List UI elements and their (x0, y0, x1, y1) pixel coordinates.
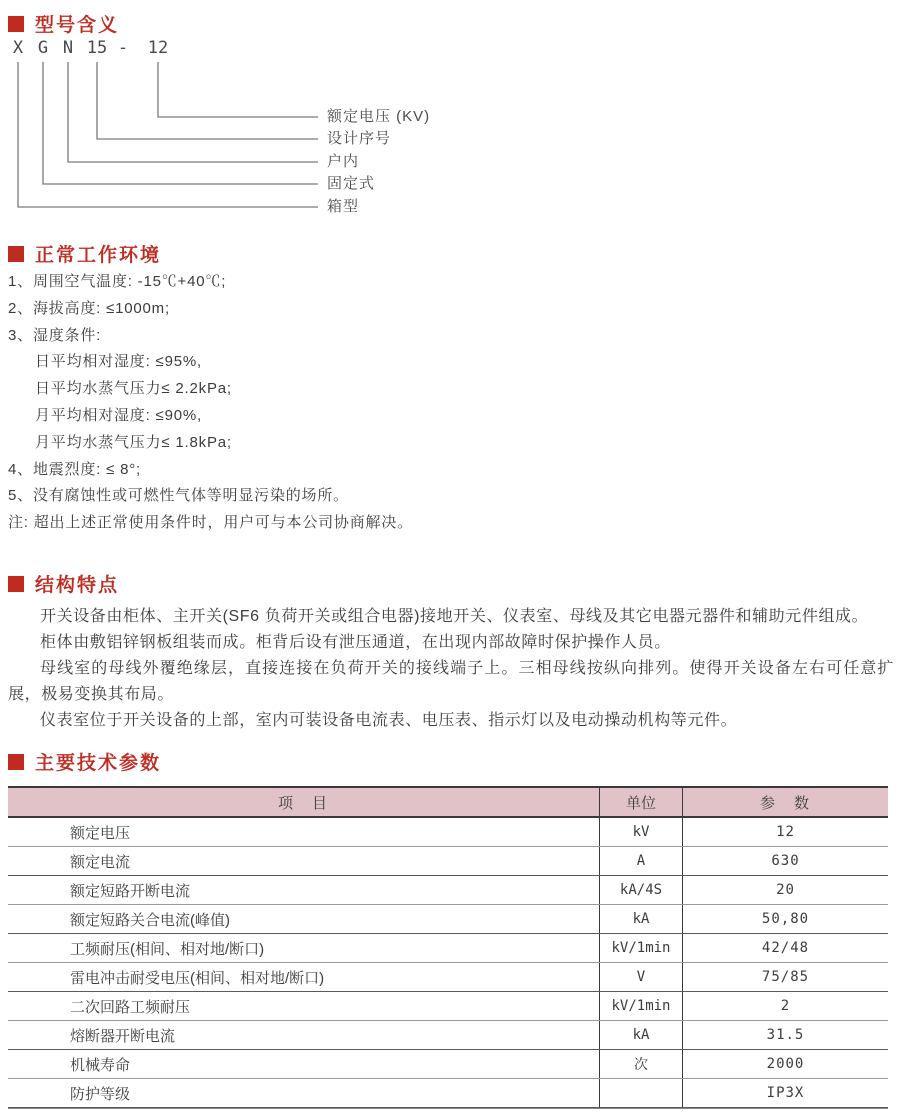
env-item-monthly-humidity: 月平均相对湿度: ≤90%, (35, 406, 202, 424)
param-name: 熔断器开断电流 (70, 1027, 176, 1045)
section-title-environment: 正常工作环境 (35, 245, 162, 266)
table-row (8, 1021, 888, 1050)
param-unit: kV/1min (599, 934, 683, 962)
param-name: 机械寿命 (70, 1056, 131, 1074)
env-item-humidity: 3、湿度条件: (8, 326, 102, 344)
param-value: 2000 (766, 1056, 805, 1072)
model-code-part: 15 (86, 38, 108, 58)
structure-paragraph: 开关设备由柜体、主开关(SF6 负荷开关或组合电器)接地开关、仪表室、母线及其它电器元器件和辅助元件组成。 (40, 608, 869, 625)
table-row (8, 818, 888, 847)
section-header-structure (8, 570, 119, 597)
column-header-item: 项 目 (277, 794, 329, 812)
env-item-seismic: 4、地震烈度: ≤ 8°; (8, 460, 141, 478)
table-header-row (8, 788, 888, 818)
param-name: 额定短路关合电流(峰值) (70, 911, 230, 929)
model-code-part: G (37, 38, 49, 58)
param-unit (599, 1079, 683, 1107)
param-unit: kA (599, 1021, 683, 1049)
param-value: 42/48 (761, 940, 810, 956)
param-value: 2 (780, 998, 791, 1014)
structure-paragraphs (8, 604, 894, 734)
model-code-part: 12 (147, 38, 169, 58)
param-value: 50,80 (761, 911, 810, 927)
param-name: 雷电冲击耐受电压(相间、相对地/断口) (70, 969, 325, 987)
env-item-pollution: 5、没有腐蚀性或可燃性气体等明显污染的场所。 (8, 487, 349, 505)
column-header-value: 参 数 (759, 794, 811, 812)
param-name: 额定电压 (70, 824, 131, 842)
environment-conditions-list (8, 269, 868, 537)
diagram-connector-lines-icon (0, 0, 340, 220)
param-unit: V (599, 963, 683, 991)
model-label-rated-voltage: 额定电压 (KV) (327, 108, 431, 125)
env-item-monthly-vapor: 月平均水蒸气压力≤ 1.8kPa; (35, 433, 232, 451)
section-title-model: 型号含义 (35, 15, 120, 36)
model-code-part: - (117, 38, 129, 58)
param-value: 31.5 (766, 1027, 805, 1043)
table-row (8, 876, 888, 905)
section-header-parameters (8, 748, 161, 775)
table-row (8, 1050, 888, 1079)
section-marker-icon (8, 246, 24, 262)
env-item-daily-humidity: 日平均相对湿度: ≤95%, (35, 353, 202, 371)
param-unit: 次 (599, 1050, 683, 1078)
table-row (8, 963, 888, 992)
param-value: 630 (771, 853, 800, 869)
table-row (8, 847, 888, 876)
model-label-design-serial: 设计序号 (327, 130, 392, 147)
model-code-part: X (12, 38, 24, 58)
structure-paragraph: 母线室的母线外覆绝缘层，直接连接在负荷开关的接线端子上。三相母线按纵向排列。使得开关设备左右可任意扩展，极易变换其布局。 (8, 660, 894, 703)
section-marker-icon (8, 576, 24, 592)
table-row (8, 1079, 888, 1108)
table-row (8, 905, 888, 934)
section-header-environment (8, 240, 161, 267)
model-label-indoor: 户内 (327, 153, 360, 170)
table-row (8, 934, 888, 963)
param-unit: kV (599, 818, 683, 846)
model-code-part: N (62, 38, 74, 58)
env-item-altitude: 2、海拔高度: ≤1000m; (8, 299, 170, 317)
column-header-unit: 单位 (599, 788, 683, 816)
param-value: 75/85 (761, 969, 810, 985)
structure-paragraph: 柜体由敷铝锌钢板组装而成。柜背后设有泄压通道，在出现内部故障时保护操作人员。 (40, 634, 671, 651)
param-name: 额定电流 (70, 853, 131, 871)
env-item-note: 注: 超出上述正常使用条件时，用户可与本公司协商解决。 (8, 514, 413, 532)
model-label-box-type: 箱型 (327, 198, 360, 215)
table-row (8, 992, 888, 1021)
param-unit: kA (599, 905, 683, 933)
section-title-parameters: 主要技术参数 (35, 753, 162, 774)
param-unit: kV/1min (599, 992, 683, 1020)
model-code-diagram (0, 0, 560, 230)
param-name: 额定短路开断电流 (70, 882, 191, 900)
param-value: 12 (776, 824, 795, 840)
parameters-table (8, 786, 888, 1109)
model-label-fixed-type: 固定式 (327, 175, 376, 192)
section-marker-icon (8, 754, 24, 770)
structure-paragraph: 仪表室位于开关设备的上部，室内可装设备电流表、电压表、指示灯以及电动操动机构等元件。 (40, 712, 738, 729)
param-unit: kA/4S (599, 876, 683, 904)
env-item-daily-vapor: 日平均水蒸气压力≤ 2.2kPa; (35, 380, 232, 398)
param-name: 二次回路工频耐压 (70, 998, 191, 1016)
param-name: 工频耐压(相间、相对地/断口) (70, 940, 265, 958)
section-title-structure: 结构特点 (35, 575, 120, 596)
param-unit: A (599, 847, 683, 875)
param-value: IP3X (766, 1085, 805, 1101)
env-item-temperature: 1、周围空气温度: -15℃+40℃; (8, 273, 227, 290)
param-name: 防护等级 (70, 1085, 131, 1103)
param-value: 20 (776, 882, 795, 898)
